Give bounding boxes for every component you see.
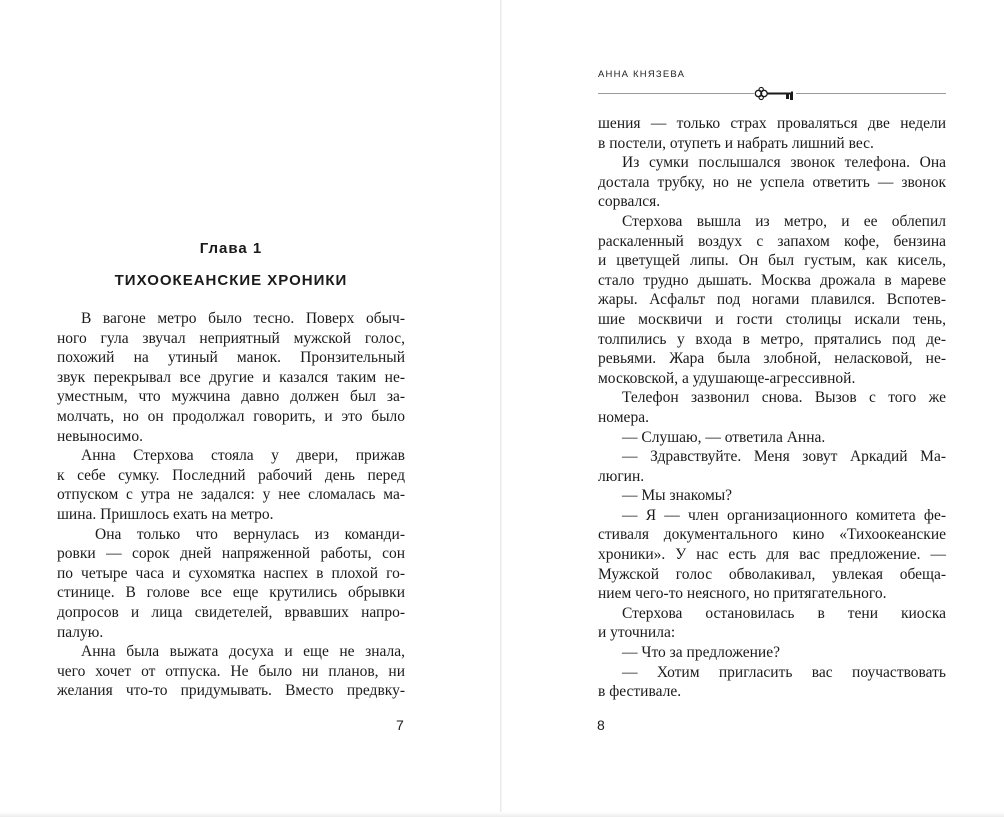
text-line: Из сумки послышался звонок телефона. Она xyxy=(622,154,946,172)
page-number-left: 7 xyxy=(396,717,404,733)
text-line: Анна была выжата досуха и еще не знала, xyxy=(81,643,405,661)
text-line: шие москвичи и гости столицы искали тень, xyxy=(598,310,946,328)
text-line: шина. Пришлось ехать на метро. xyxy=(57,505,274,523)
text-line: — Мы знакомы? xyxy=(622,487,733,505)
text-line: чего хочет от отпуска. Не было ни планов, ни xyxy=(57,662,405,680)
text-line: Стерхова остановилась в тени киоска xyxy=(622,604,946,622)
text-line: стиваля документального кино «Тихоокеанские xyxy=(598,526,946,544)
text-line: ного гула звучал неприятный мужской голос, xyxy=(57,329,405,347)
text-line: Анна Стерхова стояла у двери, прижав xyxy=(81,447,405,465)
text-line: шения — только страх проваляться две недели xyxy=(598,115,946,132)
text-line: сорвался. xyxy=(598,193,661,211)
text-line: нием чего-то неясного, но притягательного. xyxy=(598,585,887,603)
key-ornament-icon xyxy=(754,86,796,101)
text-line: в постели, отупеть и набрать лишний вес. xyxy=(598,134,874,152)
right-body-text xyxy=(598,114,946,702)
left-body-text xyxy=(57,309,405,701)
text-line: жары. Асфальт под ногами плавился. Вспотев- xyxy=(598,291,946,309)
text-line: В вагоне метро было тесно. Поверх обыч- xyxy=(81,310,405,327)
text-line: люгин. xyxy=(598,467,645,485)
text-line: толпились у входа в метро, прятались под де- xyxy=(598,330,946,348)
text-line: отпуском с утра не задался: у нее сломалась ма- xyxy=(57,486,405,504)
page-number-right: 8 xyxy=(597,717,605,733)
text-line: к себе сумку. Последний рабочий день перед xyxy=(57,466,405,484)
text-line: раскаленный воздух с запахом кофе, бензина xyxy=(598,232,946,250)
chapter-label: Глава 1 xyxy=(199,240,263,257)
text-line: звук перекрывал все другие и казался таким не- xyxy=(57,368,405,386)
text-line: — Здравствуйте. Меня зовут Аркадий Ма- xyxy=(622,448,946,466)
text-line: молчать, но он продолжал говорить, и это было xyxy=(57,407,405,425)
text-line: ревьями. Жара была злобной, неласковой, не- xyxy=(598,350,946,368)
text-line: Она только что вернулась из команди- xyxy=(95,525,405,543)
text-line: допросов и лица свидетелей, врвавших напро- xyxy=(57,603,405,621)
left-page xyxy=(0,0,501,817)
text-line: достала трубку, но не успела ответить — звонок xyxy=(598,173,946,191)
text-line: Стерхова вышла из метро, и ее облепил xyxy=(622,212,946,230)
text-line: московской, а удушающе-агрессивной. xyxy=(598,369,856,387)
text-line: и цветущей липы. Он был густым, как кисель, xyxy=(598,252,946,270)
text-line: невыносимо. xyxy=(57,427,143,445)
text-line: похожий на утиный манок. Пронзительный xyxy=(57,349,405,367)
text-line: — Что за предложение? xyxy=(622,644,780,662)
text-line: Телефон зазвонил снова. Вызов с того же xyxy=(622,389,946,407)
text-line: — Хотим пригласить вас поучаствовать xyxy=(622,663,946,681)
text-line: стало трудно дышать. Москва дрожала в мареве xyxy=(598,271,946,289)
text-line: желания что-то придумывать. Вместо предвку- xyxy=(57,682,405,700)
chapter-title: ТИХООКЕАНСКИЕ ХРОНИКИ xyxy=(114,272,348,289)
text-line: — Я — член организационного комитета фе- xyxy=(622,506,946,524)
text-line: и уточнила: xyxy=(598,624,676,642)
text-line: палую. xyxy=(57,623,104,641)
text-line: хроники». У нас есть для вас предложение. — xyxy=(598,546,946,564)
text-line: стинице. В голове все еще крутились обрывки xyxy=(57,584,405,602)
text-line: ровки — сорок дней напряженной работы, сон xyxy=(57,545,405,563)
page-bottom-edge xyxy=(0,812,1004,817)
text-line: в фестивале. xyxy=(598,683,682,701)
text-line: — Слушаю, — ответила Анна. xyxy=(622,428,826,446)
text-line: уместным, что мужчина давно должен был за- xyxy=(57,388,405,406)
running-head: АННА КНЯЗЕВА xyxy=(598,69,686,80)
text-line: Мужской голос обволакивал, увлекая обеща- xyxy=(598,565,946,583)
text-line: по четыре часа и сухомятка наспех в плохой го- xyxy=(57,564,405,582)
text-line: номера. xyxy=(598,408,649,426)
